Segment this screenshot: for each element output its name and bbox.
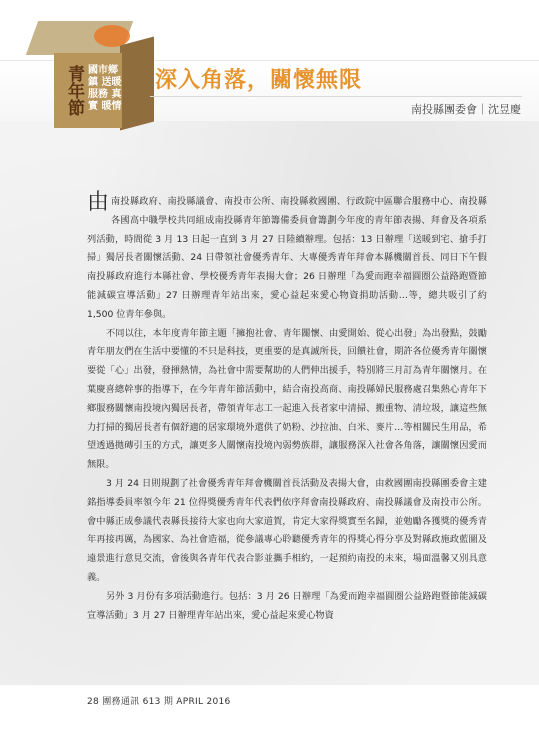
badge-icon [94,25,130,47]
article-byline: 南投縣團委會｜沈昱慶 [411,103,521,116]
drop-cap: 由 [87,190,110,215]
title-divider [150,96,522,97]
box-side [120,36,154,130]
logo-vertical-text: 青年節 [64,65,84,116]
paragraph-text: 南投縣政府、南投縣議會、南投市公所、南投縣救國團、行政院中區聯合服務中心、南投縣各國高中職學校共同組成南投縣青年節籌備委員會籌劃今年度的青年節表揚、拜會及各項系列活動，時間從 3 月 13 日起一直到 3 月 27 日陸續辦理。包括：13 日辦理「送暖到宅、搶手打掃」獨居長者關懷活動、24 日帶領社會優秀青年、大專優秀青年拜會本縣機關首長、同日下午假南投縣政府進行本縣社會、學校優秀青年表揚大會；26 日辦理「為愛而跑幸福圓圈公益路跑暨節能減碳宣導活動」27 日辦理青年站出來，愛心益起來愛心物資捐助活動…等，總共吸引了約 1,500 位青年參與。 [87,196,487,320]
paragraph: 另外 3 月份有多項活動進行。包括：3 月 26 日辦理「為愛而跑幸福圓圈公益路跑暨節能減碳宣導活動」3 月 27 日辦理青年站出來，愛心益起來愛心物資 [87,590,487,621]
article-title: 深入角落，關懷無限 [155,67,363,93]
logo-side-text: 國市鄉鎮 送暖服務 真實 暖情 [88,65,122,112]
article-body [87,190,487,625]
paragraph: 3 月 24 日則規劃了社會優秀青年拜會機關首長活動及表揚大會，由救國團南投縣團委會主建銘指導委員率領今年 21 位得獎優秀青年代表們依序拜會南投縣政府、南投縣議會及南投市公所。會中縣正成參議代表縣長接待大家也向大家道賀，肯定大家得獎實至名歸，並勉勵各獲獎的優秀青年再接再厲，為國家、為社會造福，從參議專心聆聽優秀青年的得獎心得分享及對縣政施政藍圖及遠景進行意見交流，會後與各青年代表合影並攜手相約，一起預約南投的未來，場面溫馨又別具意義。 [87,477,487,583]
youth-day-box-logo [24,13,154,128]
paragraph [87,190,487,325]
page-footer: 28 團務通訊 613 期 APRIL 2016 [87,697,231,707]
paragraph: 不同以往，本年度青年節主題「擁抱社會、青年關懷、由愛開始、從心出發」為出發點，鼓勵青年朋友們在生活中要懂的不只是科技，更重要的是真誠所長，回饋社會，期許各位優秀青年關懷要從「心」出發，發揮熱情，為社會中需要幫助的人們伸出援手，特別將三月訂為青年關懷月。在葉慶喜總幹事的指導下，在今年青年節活動中，結合南投高商、南投縣婦民服務處召集熱心青年下鄉服務關懷南投境內獨居長者，帶領青年志工一起進入長者家中清掃、搬重物、清垃圾，讓這些無力打掃的獨居長者有個舒適的居家環境外還供了奶粉、沙拉油、白米、麥片…等相關民生用品，希望透過拋磚引玉的方式，讓更多人關懷南投境內弱勢族群，讓服務深入社會各角落，讓關懷因愛而無限。 [87,327,487,471]
